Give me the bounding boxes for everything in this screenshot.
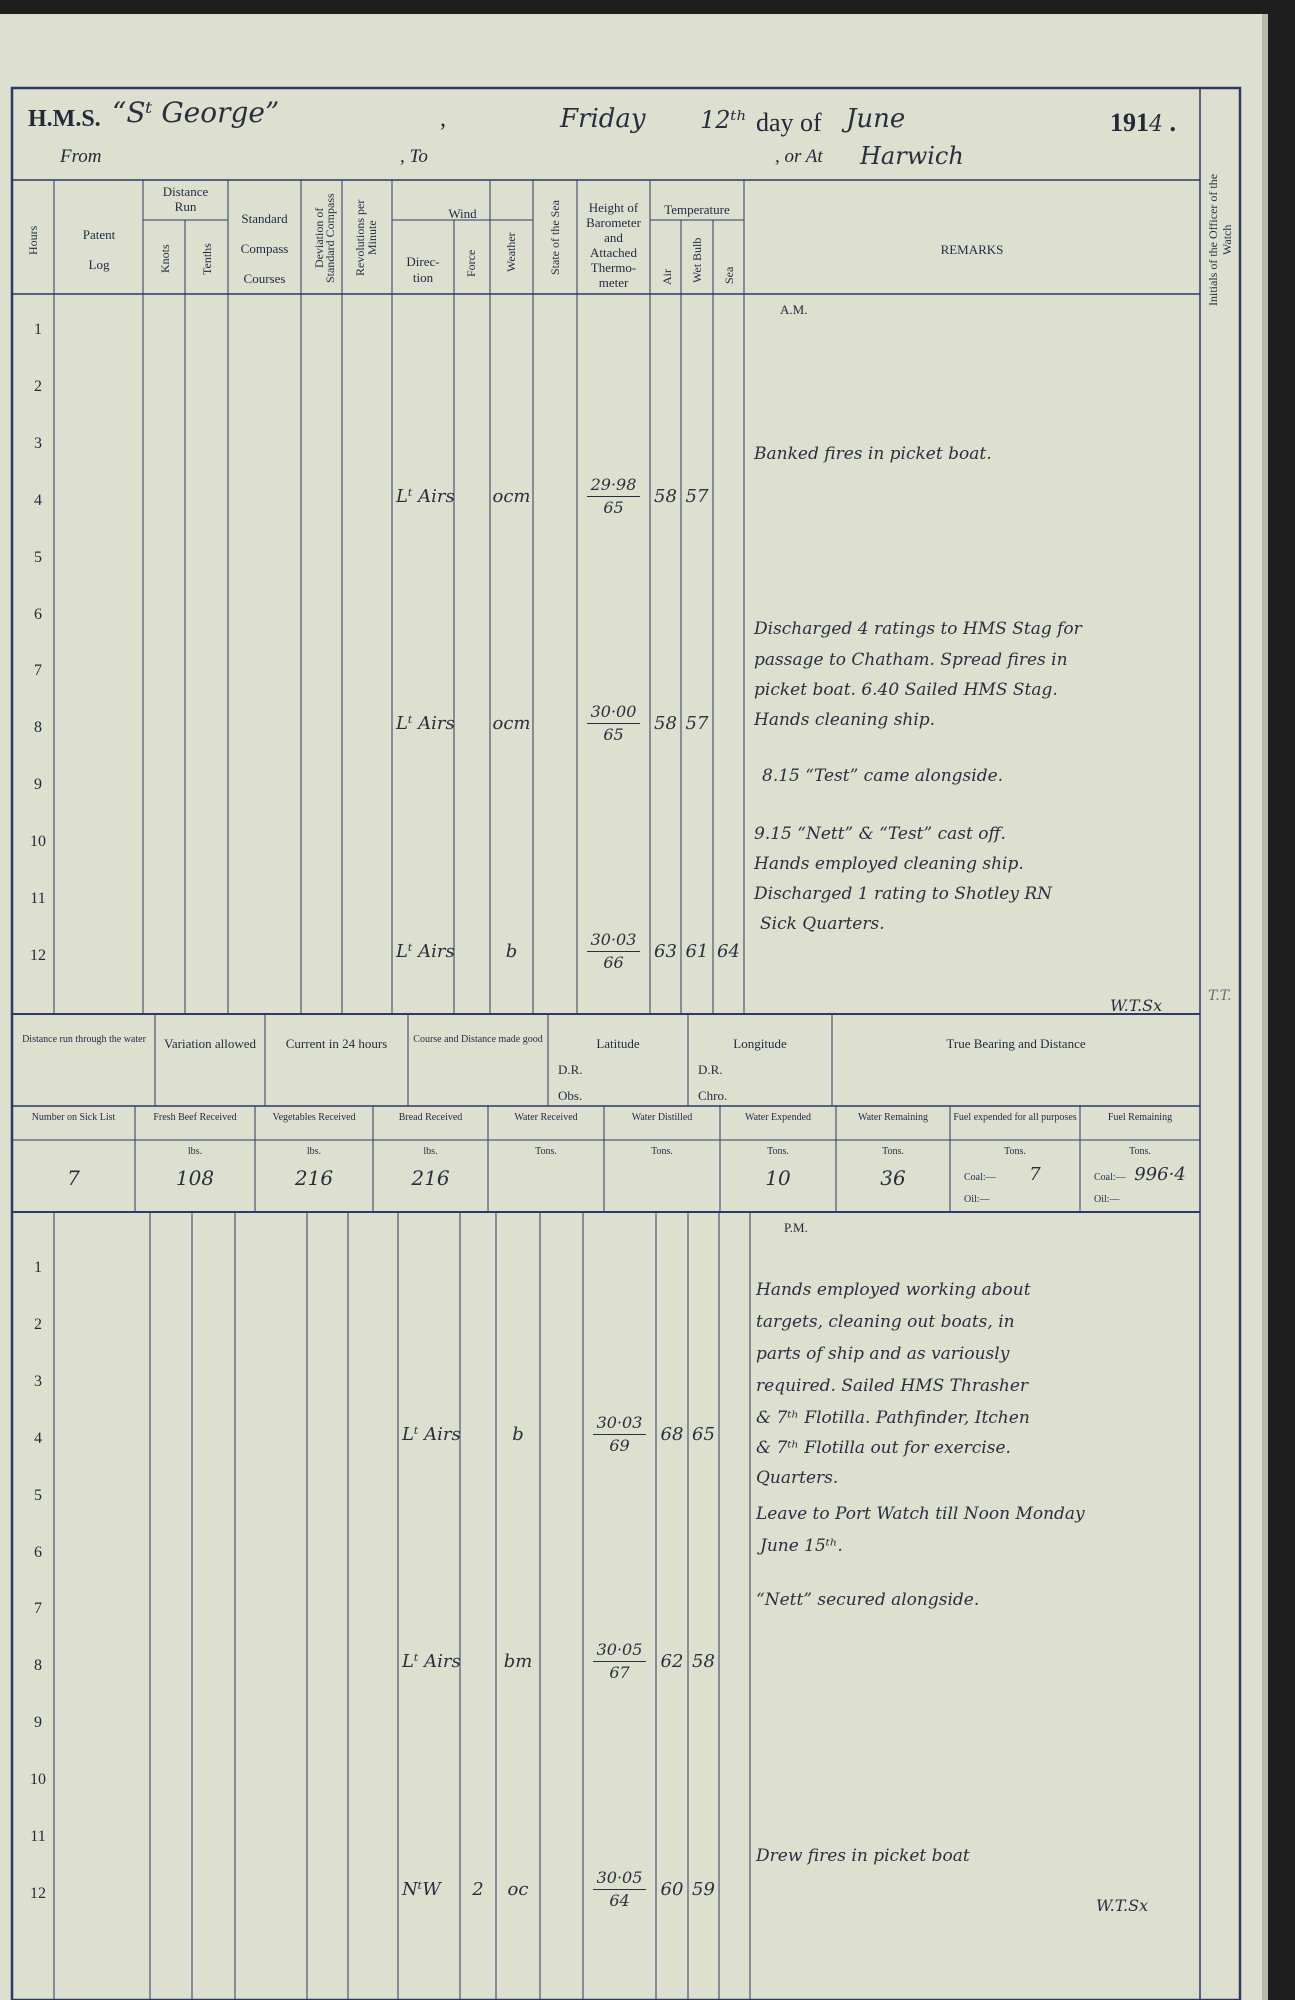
col-temperature: Temperature — [664, 202, 730, 217]
hour-number: 9 — [34, 1714, 42, 1732]
supply-unit: Tons. — [882, 1146, 904, 1157]
hour-number: 10 — [30, 1771, 46, 1789]
barometer-reading — [583, 1412, 656, 1457]
barometer-reading — [577, 929, 650, 974]
label-latitude: Latitude — [596, 1036, 640, 1051]
or-at-value: Harwich — [860, 142, 964, 170]
supply-header: Vegetables Received — [272, 1112, 356, 1123]
pm-remark-line: Drew fires in picket boat — [756, 1846, 970, 1866]
label-distance-water: Distance run through the water — [22, 1034, 146, 1045]
supply-header: Fresh Beef Received — [153, 1112, 237, 1123]
col-state-of-sea: State of the Sea — [548, 200, 562, 276]
col-wet-bulb: Wet Bulb — [690, 237, 704, 283]
am-label: A.M. — [780, 302, 808, 317]
year-written: 4 — [1149, 112, 1163, 137]
year-printed: 191 — [1110, 108, 1149, 137]
wind-direction: Lᵗ Airs — [396, 713, 455, 735]
temp-air: 62 — [660, 1651, 684, 1673]
label-lat-dr: D.R. — [558, 1062, 583, 1077]
label-longitude: Longitude — [733, 1036, 787, 1051]
temp-wet-bulb: 61 — [685, 940, 709, 962]
attached-thermometer: 64 — [609, 1890, 630, 1910]
col-initials: Initials of the Officer of the Watch — [1206, 173, 1234, 307]
hour-number: 11 — [30, 890, 46, 907]
attached-thermometer: 65 — [603, 497, 624, 517]
am-remark-line: Sick Quarters. — [760, 914, 885, 934]
barometer-height: 30·03 — [593, 1412, 647, 1435]
am-remark-line: passage to Chatham. Spread fires in — [754, 650, 1068, 670]
weather-code: ocm — [492, 485, 531, 507]
col-weather: Weather — [504, 232, 518, 272]
weather-code: ocm — [492, 713, 531, 735]
supply-unit: Tons. — [767, 1146, 789, 1157]
temp-wet-bulb: 59 — [692, 1878, 715, 1900]
supply-header: Bread Received — [398, 1112, 463, 1123]
pm-remark-line: Quarters. — [756, 1468, 839, 1488]
attached-thermometer: 67 — [609, 1663, 630, 1683]
day-of-label: day of — [756, 108, 822, 137]
supply-header: Fuel Remaining — [1107, 1112, 1173, 1123]
coal-remaining-label: Coal:— — [1094, 1172, 1126, 1183]
pm-remark-line: Hands employed working about — [756, 1280, 1031, 1300]
label-current: Current in 24 hours — [285, 1036, 388, 1051]
temp-wet-bulb: 57 — [685, 485, 709, 507]
hour-number: 2 — [34, 1315, 42, 1333]
barometer-reading — [583, 1867, 656, 1912]
col-hours: Hours — [26, 225, 40, 255]
weather-code: b — [505, 940, 518, 962]
supply-header: Water Received — [514, 1112, 578, 1123]
col-knots: Knots — [158, 244, 172, 274]
pm-remark-line: Leave to Port Watch till Noon Monday — [756, 1504, 1085, 1524]
hour-number: 3 — [34, 434, 42, 452]
hour-number: 7 — [34, 1600, 42, 1618]
pm-remark-line: targets, cleaning out boats, in — [756, 1312, 1015, 1332]
or-at-label: , or At — [775, 146, 823, 167]
temp-air: 68 — [660, 1423, 684, 1445]
hms-label: H.M.S. — [28, 106, 101, 132]
hour-number: 5 — [34, 1486, 42, 1504]
month: June — [846, 104, 906, 134]
supply-value: 7 — [1029, 1164, 1041, 1185]
pm-signature: W.T.Sx — [1096, 1896, 1149, 1915]
hour-number: 2 — [34, 377, 42, 395]
supply-value: 996·4 — [1134, 1164, 1186, 1185]
supply-unit: lbs. — [306, 1146, 322, 1157]
hour-number: 6 — [34, 605, 42, 623]
col-remarks: REMARKS — [940, 242, 1004, 257]
hour-number: 8 — [34, 1657, 42, 1675]
barometer-height: 30·05 — [593, 1867, 647, 1890]
attached-thermometer: 69 — [609, 1435, 630, 1455]
hour-number: 8 — [34, 719, 42, 737]
label-lon-chro: Chro. — [698, 1088, 728, 1103]
barometer-height: 29·98 — [587, 474, 641, 497]
day-name: Friday — [560, 104, 646, 134]
col-sea: Sea — [722, 266, 736, 284]
supply-header: Fuel expended for all purposes — [953, 1112, 1077, 1123]
label-lon-dr: D.R. — [698, 1062, 723, 1077]
pm-remark-line: & 7ᵗʰ Flotilla out for exercise. — [756, 1438, 1011, 1458]
year: 1914 . — [1110, 108, 1176, 137]
col-barometer: Height of Barometer and Attached Thermo- meter — [586, 200, 641, 290]
col-wind: Wind — [448, 206, 477, 221]
oil-remaining-label: Oil:— — [1094, 1194, 1120, 1205]
pm-remark-line: & 7ᵗʰ Flotilla. Pathfinder, Itchen — [756, 1408, 1030, 1428]
col-revolutions: Revolutions per Minute — [353, 199, 379, 277]
hour-number: 1 — [34, 321, 42, 338]
barometer-reading — [583, 1639, 656, 1684]
am-remark-line: 8.15 “Test” came alongside. — [762, 766, 1004, 786]
col-distance-run: Distance Run — [162, 184, 209, 214]
supply-unit: Tons. — [535, 1146, 557, 1157]
barometer-height: 30·03 — [587, 929, 641, 952]
ship-name-value: Sᵗ George — [126, 96, 265, 129]
supply-unit: Tons. — [1129, 1146, 1151, 1157]
supply-header: Water Remaining — [857, 1112, 928, 1123]
coal-label: Coal:— — [964, 1172, 996, 1183]
label-course-distance: Course and Distance made good — [413, 1034, 543, 1045]
temp-air: 60 — [660, 1878, 684, 1900]
wind-direction: NᵗW — [402, 1878, 441, 1900]
col-air: Air — [660, 269, 674, 285]
supply-value: 216 — [294, 1166, 334, 1190]
log-page — [0, 14, 1262, 2000]
supply-unit: lbs. — [187, 1146, 203, 1157]
hour-number: 12 — [30, 1884, 46, 1902]
temp-air: 63 — [654, 940, 677, 962]
col-patent-log: Patent Log — [82, 227, 116, 272]
weather-code: bm — [503, 1651, 533, 1673]
hour-number: 6 — [34, 1543, 42, 1561]
temp-wet-bulb: 57 — [685, 713, 709, 735]
col-compass-courses: Standard Compass Courses — [240, 211, 289, 286]
temp-air: 58 — [654, 713, 677, 735]
supply-unit: Tons. — [651, 1146, 673, 1157]
oil-label: Oil:— — [964, 1194, 990, 1205]
pm-remark-line: parts of ship and as variously — [756, 1344, 1010, 1364]
weather-code: b — [512, 1423, 524, 1445]
barometer-height: 30·00 — [587, 701, 641, 724]
from-label: From — [60, 146, 102, 167]
supply-value: 216 — [411, 1166, 450, 1190]
barometer-reading — [577, 701, 650, 746]
am-remark-line: 9.15 “Nett” & “Test” cast off. — [754, 824, 1006, 844]
supply-value: 7 — [67, 1166, 80, 1190]
am-remark-line: Discharged 4 ratings to HMS Stag for — [754, 619, 1082, 639]
barometer-height: 30·05 — [593, 1639, 647, 1662]
hour-number: 3 — [34, 1372, 42, 1390]
wind-direction: Lᵗ Airs — [396, 940, 455, 962]
pm-label: P.M. — [784, 1220, 808, 1235]
am-margin-initials: T.T. — [1208, 988, 1232, 1004]
hour-number: 4 — [34, 1429, 42, 1447]
to-label: , To — [400, 146, 428, 167]
temp-air: 58 — [654, 485, 677, 507]
label-variation: Variation allowed — [163, 1036, 257, 1051]
label-lat-obs: Obs. — [558, 1088, 583, 1103]
am-remark-line: Hands employed cleaning ship. — [754, 854, 1024, 874]
am-remark-line: Hands cleaning ship. — [754, 710, 936, 730]
am-signature: W.T.Sx — [1110, 996, 1163, 1015]
col-force: Force — [464, 249, 478, 277]
attached-thermometer: 65 — [603, 725, 624, 745]
col-direction: Direc- tion — [406, 254, 440, 285]
supply-value: 36 — [880, 1166, 906, 1190]
am-remark-line: Banked fires in picket boat. — [754, 444, 992, 464]
hour-number: 5 — [34, 548, 42, 566]
am-remark-line: picket boat. 6.40 Sailed HMS Stag. — [754, 680, 1058, 700]
attached-thermometer: 66 — [603, 952, 624, 972]
barometer-reading — [577, 474, 650, 519]
hour-number: 1 — [34, 1259, 42, 1276]
wind-direction: Lᵗ Airs — [402, 1423, 461, 1445]
wind-direction: Lᵗ Airs — [402, 1651, 461, 1673]
day-number: 12ᵗʰ — [700, 106, 747, 134]
ship-name: “Sᵗ George” — [112, 96, 280, 129]
pm-remark-line: “Nett” secured alongside. — [756, 1590, 980, 1610]
pm-remark-line: required. Sailed HMS Thrasher — [756, 1376, 1029, 1396]
hour-number: 11 — [30, 1828, 46, 1845]
wind-direction: Lᵗ Airs — [396, 485, 455, 507]
log-grid — [0, 14, 1262, 2000]
hour-number: 12 — [30, 946, 46, 964]
supply-header: Water Expended — [744, 1112, 812, 1123]
label-true-bearing: True Bearing and Distance — [946, 1036, 1086, 1051]
am-remark-line: Discharged 1 rating to Shotley RN — [754, 884, 1053, 904]
temp-wet-bulb: 58 — [692, 1651, 715, 1673]
temp-sea: 64 — [717, 940, 740, 962]
hour-number: 10 — [30, 833, 46, 851]
wind-force: 2 — [472, 1878, 484, 1900]
supply-value: 108 — [175, 1166, 215, 1190]
hour-number: 7 — [34, 662, 42, 680]
supply-unit: lbs. — [423, 1146, 438, 1157]
col-deviation: Deviation of Standard Compass — [312, 193, 337, 283]
col-tenths: Tenths — [200, 243, 214, 275]
comma: , — [440, 106, 446, 132]
weather-code: oc — [507, 1878, 529, 1900]
temp-wet-bulb: 65 — [692, 1423, 715, 1445]
supply-header: Number on Sick List — [31, 1112, 116, 1123]
supply-unit: Tons. — [1004, 1146, 1026, 1157]
hour-number: 4 — [34, 491, 42, 509]
supply-value: 10 — [765, 1166, 791, 1190]
supply-header: Water Distilled — [631, 1112, 693, 1123]
pm-remark-line: June 15ᵗʰ. — [760, 1536, 843, 1556]
hour-number: 9 — [34, 776, 42, 794]
